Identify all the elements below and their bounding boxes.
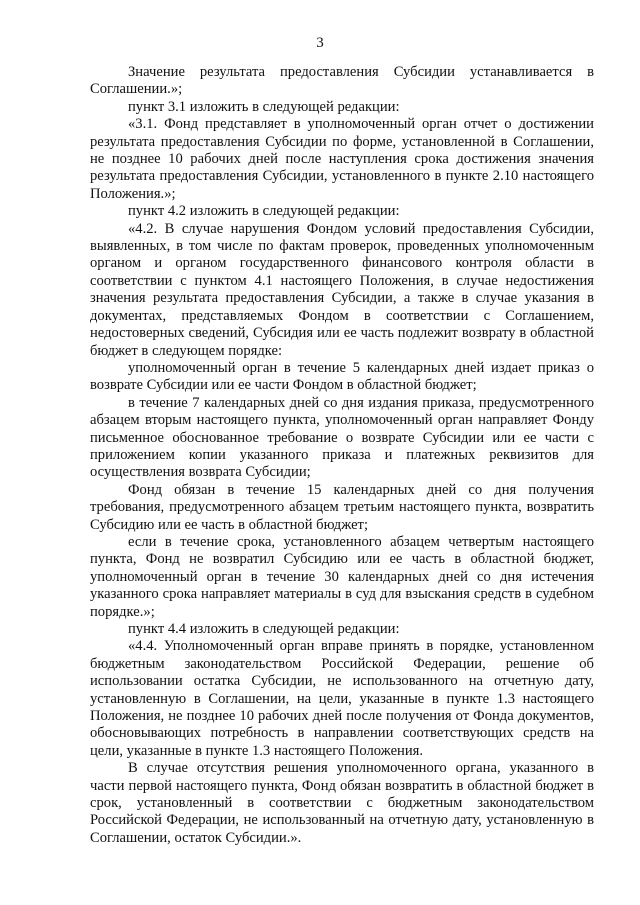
paragraph: если в течение срока, установленного абзацем четвертым настоящего пункта, Фонд не возвратил Субсидию или ее часть в областной бюджет, уполномоченный орган в течение 30 календарных дней со дня истечения указанного срока направляет материалы в суд для взыскания средств в судебном порядке.»; (90, 533, 594, 620)
paragraph: в течение 7 календарных дней со дня издания приказа, предусмотренного абзацем вторым настоящего пункта, уполномоченный орган направляет Фонду письменное обоснованное требование о возврате Субсидии или ее части с приложением копии указанного приказа и платежных реквизитов для осуществления возврата Субсидии; (90, 394, 594, 481)
paragraph: Значение результата предоставления Субсидии устанавливается в Соглашении.»; (90, 64, 594, 98)
paragraph: «3.1. Фонд представляет в уполномоченный орган отчет о достижении результата предоставления Субсидии по форме, установленной в Соглашении, не позднее 10 рабочих дней после наступления срока достижения значения результата предоставления Субсидии, установленного в пункте 2.10 настоящего Положения.»; (90, 116, 594, 202)
document-body (90, 64, 594, 847)
paragraph: пункт 3.1 изложить в следующей редакции: (128, 98, 400, 115)
page-number: 3 (316, 35, 324, 51)
paragraph: «4.2. В случае нарушения Фондом условий предоставления Субсидии, выявленных, в том числе по фактам проверок, проведенных уполномоченным органом и органом государственного финансового контроля области в соответствии с пунктом 4.1 настоящего Положения, в случае недостижения значения результата предоставления Субсидии, а также в случае указания в документах, представляемых Фондом в соответствии с Соглашением, недостоверных сведений, Субсидия или ее часть подлежит возврату в областной бюджет в следующем порядке: (90, 220, 594, 359)
paragraph: «4.4. Уполномоченный орган вправе принять в порядке, установленном бюджетным законодательством Российской Федерации, решение об использовании остатка Субсидии, не использованного на отчетную дату, установленную в Соглашении, на цели, указанные в пункте 1.3 настоящего Положения, не позднее 10 рабочих дней после получения от Фонда документов, обосновывающих потребность в направлении соответствующих средств на цели, указанные в пункте 1.3 настоящего Положения. (90, 638, 594, 759)
paragraph: пункт 4.4 изложить в следующей редакции: (128, 621, 400, 637)
paragraph: уполномоченный орган в течение 5 календарных дней издает приказ о возврате Субсидии или ее части Фондом в областной бюджет; (90, 359, 594, 394)
paragraph: Фонд обязан в течение 15 календарных дней со дня получения требования, предусмотренного абзацем третьим настоящего пункта, возвратить Субсидию или ее часть в областной бюджет; (90, 481, 594, 533)
paragraph: пункт 4.2 изложить в следующей редакции: (128, 203, 400, 220)
paragraph: В случае отсутствия решения уполномоченного органа, указанного в части первой настоящего пункта, Фонд обязан возвратить в областной бюджет в срок, установленный в соответствии с бюджетным законодательством Российской Федерации, не использованный на отчетную дату, установленную в Соглашении, остаток Субсидии.». (90, 760, 594, 846)
